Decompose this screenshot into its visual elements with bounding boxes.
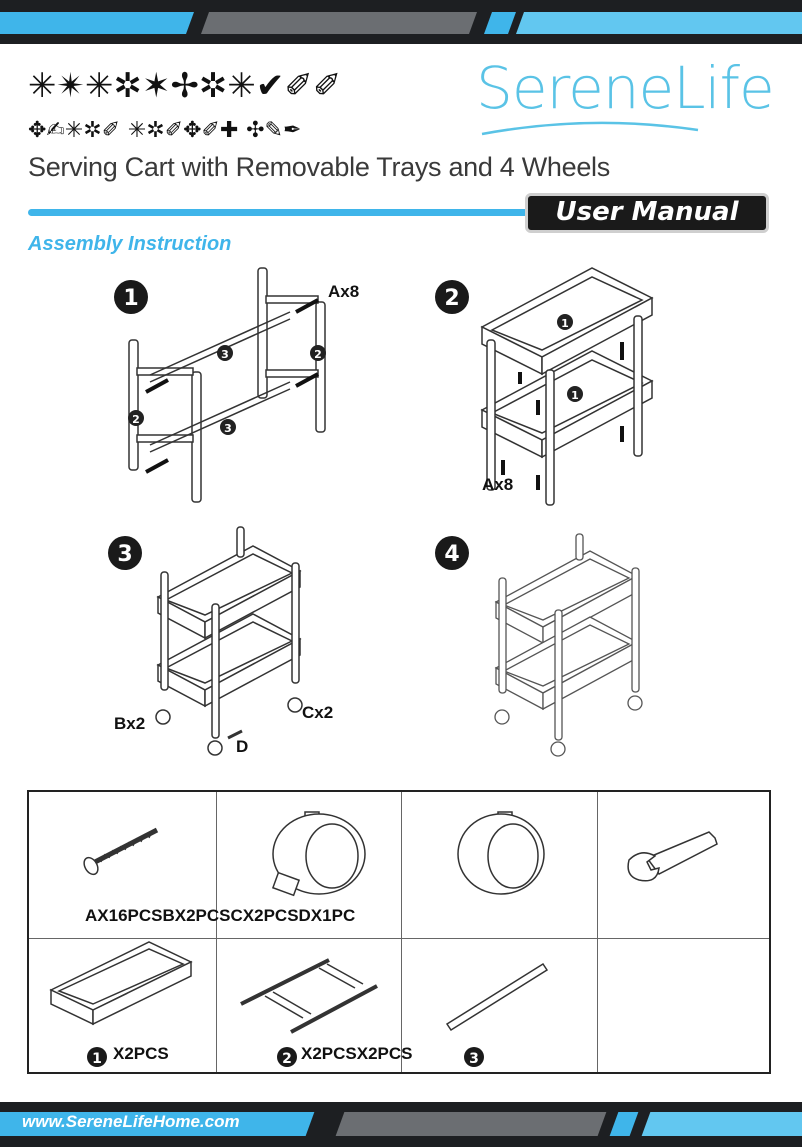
svg-text:1: 1 <box>123 286 139 311</box>
tray-icon <box>51 942 191 1024</box>
step-4-number <box>435 536 469 570</box>
svg-text:1: 1 <box>571 389 579 402</box>
step-3-callout-left: Bx2 <box>114 714 146 733</box>
banner-stripe <box>610 1112 639 1136</box>
parts-illustrations <box>29 792 769 1072</box>
step-1-figure <box>129 268 325 502</box>
part-badge-1 <box>87 1047 107 1067</box>
step-2-callout: Ax8 <box>482 475 514 494</box>
brand-logo: SereneLife <box>476 54 774 122</box>
part-badge-2 <box>277 1047 297 1067</box>
caster-icon <box>458 812 544 894</box>
wrench-icon <box>628 832 717 881</box>
parts-row2-label-frames: X2PCSX2PCS <box>301 1044 413 1063</box>
svg-text:2: 2 <box>444 286 460 311</box>
banner-stripe <box>642 1112 802 1136</box>
svg-text:3: 3 <box>224 422 232 435</box>
step-2-number <box>435 280 469 314</box>
step-1-number <box>114 280 148 314</box>
parts-row2-label-tray: X2PCS <box>113 1044 169 1063</box>
step-4-figure <box>495 534 642 756</box>
svg-text:2: 2 <box>314 348 322 361</box>
cross-bar-icon <box>447 964 547 1030</box>
parts-row1-label: AX16PCSBX2PCSCX2PCSDX1PC <box>85 906 356 925</box>
screw-icon <box>81 830 157 877</box>
svg-text:2: 2 <box>282 1051 292 1067</box>
banner-stripe <box>336 1112 607 1136</box>
product-code-garbled: ✳✴✳✲✶✢✲✳✔✐✐ <box>28 66 342 106</box>
footer-website-link[interactable]: www.SereneLifeHome.com <box>22 1112 240 1131</box>
page-subtitle: Serving Cart with Removable Trays and 4 Wheels <box>28 152 610 182</box>
step-3-callout-tool: D <box>236 737 249 756</box>
step-3-figure <box>156 527 302 755</box>
svg-text:4: 4 <box>444 542 460 567</box>
svg-text:3: 3 <box>469 1051 479 1067</box>
step-2-figure <box>482 268 652 505</box>
product-name-garbled: ✥✍✳✲✐ ✳✲✐✥✐✚ ✣✎✒ <box>28 118 302 143</box>
svg-text:1: 1 <box>92 1051 102 1067</box>
side-frame-icon <box>241 960 377 1032</box>
parts-table <box>27 790 771 1074</box>
section-title: Assembly Instruction <box>28 233 232 255</box>
step-1-callout: Ax8 <box>328 282 360 301</box>
step-3-number <box>108 536 142 570</box>
svg-text:1: 1 <box>561 317 569 330</box>
svg-text:3: 3 <box>221 348 229 361</box>
step-1-badges <box>128 345 326 435</box>
part-badge-3 <box>464 1047 484 1067</box>
user-manual-badge: User Manual <box>525 193 769 233</box>
step-3-callout-right: Cx2 <box>302 703 334 722</box>
svg-text:2: 2 <box>132 413 140 426</box>
brake-caster-icon <box>273 812 365 895</box>
svg-text:3: 3 <box>117 542 133 567</box>
